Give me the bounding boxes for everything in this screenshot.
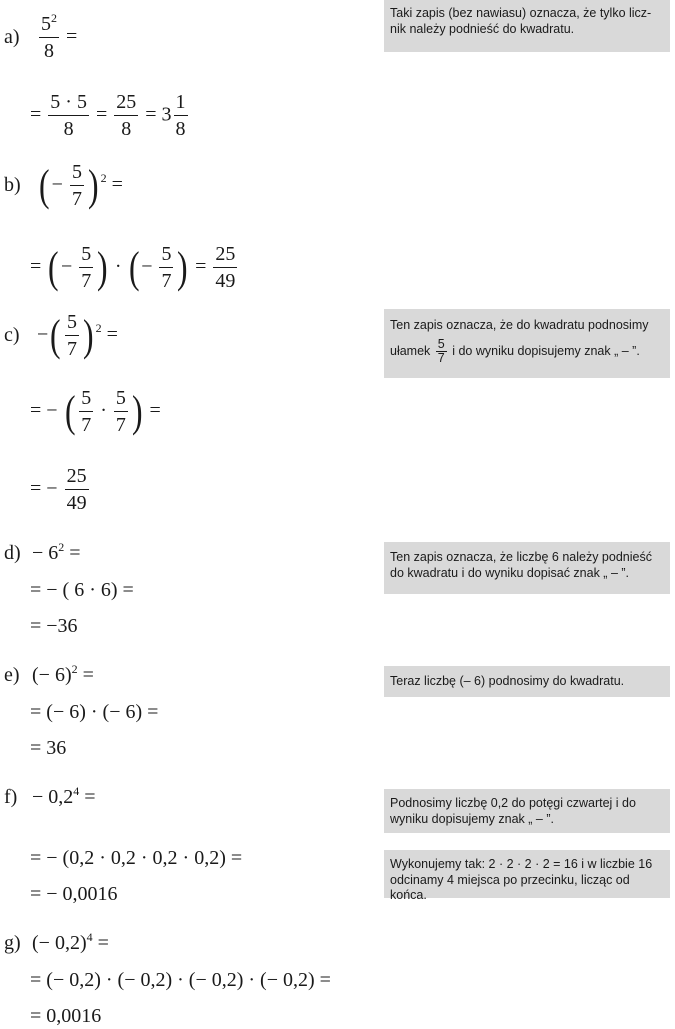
left-paren: ( xyxy=(64,387,76,436)
fraction xyxy=(65,466,89,514)
equals: = xyxy=(66,25,78,48)
exponent: 2 xyxy=(58,540,65,554)
denominator: 8 xyxy=(175,118,186,140)
problem-d-line2: = − ( 6 · 6) = xyxy=(30,579,134,601)
denominator: 7 xyxy=(115,414,126,436)
numerator: 5 · 5 xyxy=(48,92,89,116)
expression: (− 6) xyxy=(32,664,72,686)
problem-a-line2 xyxy=(30,92,190,140)
right-paren: ) xyxy=(177,243,189,292)
equals: = xyxy=(92,932,109,954)
numerator: 25 xyxy=(114,92,138,116)
equals: = xyxy=(30,255,42,278)
equals: = xyxy=(30,103,42,126)
label-e: e) xyxy=(4,664,20,686)
denominator: 7 xyxy=(71,188,82,210)
problem-g-line1 xyxy=(4,930,109,954)
denominator: 49 xyxy=(215,270,236,292)
fraction xyxy=(213,244,237,292)
left-paren: ( xyxy=(48,243,59,292)
denominator: 49 xyxy=(66,492,87,514)
fraction xyxy=(159,244,173,292)
dot: · xyxy=(100,399,107,422)
problem-f-line2: = − (0,2 · 0,2 · 0,2 · 0,2) = xyxy=(30,847,243,869)
fraction xyxy=(436,338,447,365)
problem-c-line1 xyxy=(4,312,118,360)
label-d: d) xyxy=(4,542,21,564)
denominator: 7 xyxy=(161,270,172,292)
numerator: 5 xyxy=(79,244,93,268)
denominator: 7 xyxy=(66,338,77,360)
exponent: 4 xyxy=(86,930,93,944)
note-f-explain: Wykonujemy tak: 2 · 2 · 2 · 2 = 16 i w liczbie 16 odcinamy 4 miejsca po przecinku, licząc od końca. xyxy=(384,850,670,898)
denominator: 7 xyxy=(81,414,92,436)
problem-d-line1 xyxy=(4,540,81,564)
expression: − 6 xyxy=(32,542,59,564)
exponent: 2 xyxy=(95,320,102,335)
note-f: Podnosimy liczbę 0,2 do potęgi czwartej i do wyniku dopisujemy znak „ – ”. xyxy=(384,789,670,833)
equals-mixed-whole: = 3 xyxy=(145,103,172,126)
fraction xyxy=(79,388,93,436)
fraction xyxy=(114,388,128,436)
problem-d-line3: = −36 xyxy=(30,615,78,637)
expression: (− 0,2) xyxy=(32,932,87,954)
label-c: c) xyxy=(4,323,20,346)
note-d: Ten zapis oznacza, że liczbę 6 należy podnieść do kwadratu i do wyniku dopisać znak „ – ”. xyxy=(384,542,670,594)
minus: − xyxy=(141,255,153,278)
numerator: 5 xyxy=(437,336,445,351)
problem-b-line1 xyxy=(4,162,123,210)
equals: = xyxy=(106,323,118,346)
equals: = xyxy=(195,255,207,278)
numerator: 1 xyxy=(174,92,188,116)
numerator: 25 xyxy=(65,466,89,490)
problem-e-line3: = 36 xyxy=(30,737,67,759)
minus: − xyxy=(60,255,73,278)
numerator: 5 xyxy=(79,388,93,412)
denominator: 8 xyxy=(63,118,74,140)
denominator: 8 xyxy=(121,118,132,140)
exponent: 2 xyxy=(100,170,107,185)
note-c-line2 xyxy=(390,338,664,365)
left-paren: ( xyxy=(128,243,140,292)
numerator: 5 xyxy=(159,244,173,268)
label-a: a) xyxy=(4,25,20,48)
equals: = xyxy=(111,173,123,196)
right-paren: ) xyxy=(131,387,143,436)
denominator: 8 xyxy=(44,40,54,62)
problem-c-line2 xyxy=(30,388,161,436)
right-paren: ) xyxy=(97,243,108,292)
problem-e-line2: = (− 6) · (− 6) = xyxy=(30,701,159,723)
expression: − 0,2 xyxy=(32,786,74,808)
fraction xyxy=(48,92,89,140)
note-text: ułamek xyxy=(390,343,431,358)
fraction xyxy=(65,312,79,360)
numerator: 5 xyxy=(41,13,51,35)
equals: = xyxy=(79,786,96,808)
denominator: 7 xyxy=(437,350,445,365)
equals: = xyxy=(149,399,161,422)
exponent: 2 xyxy=(51,11,57,25)
note-e: Teraz liczbę (– 6) podnosimy do kwadratu. xyxy=(384,666,670,697)
fraction xyxy=(174,92,188,140)
problem-g-line3: = 0,0016 xyxy=(30,1005,102,1027)
equals-minus: = − xyxy=(30,477,58,500)
label-b: b) xyxy=(4,173,21,196)
problem-e-line1 xyxy=(4,662,94,686)
problem-c-line3 xyxy=(30,466,91,514)
numerator: 25 xyxy=(213,244,237,268)
numerator: 5 xyxy=(114,388,128,412)
right-paren: ) xyxy=(87,161,99,210)
problem-f-line1 xyxy=(4,784,96,808)
problem-g-line2: = (− 0,2) · (− 0,2) · (− 0,2) · (− 0,2) = xyxy=(30,969,331,991)
numerator: 5 xyxy=(65,312,79,336)
fraction xyxy=(39,11,59,62)
problem-f-line3: = − 0,0016 xyxy=(30,883,118,905)
minus: − xyxy=(37,323,49,346)
fraction xyxy=(70,162,84,210)
left-paren: ( xyxy=(50,311,61,360)
denominator: 7 xyxy=(81,270,92,292)
numerator: 5 xyxy=(70,162,84,186)
right-paren: ) xyxy=(82,311,94,360)
label-f: f) xyxy=(4,786,18,808)
equals-minus: = − xyxy=(30,399,58,422)
equals: = xyxy=(95,103,108,126)
dot: · xyxy=(114,255,122,278)
left-paren: ( xyxy=(39,161,50,210)
note-c-line1: Ten zapis oznacza, że do kwadratu podnosimy xyxy=(390,318,649,332)
problem-b-line2 xyxy=(30,244,239,292)
fraction xyxy=(79,244,93,292)
equals: = xyxy=(64,542,81,564)
equals: = xyxy=(77,664,94,686)
note-text: i do wyniku dopisujemy znak „ – ”. xyxy=(452,343,640,358)
note-c xyxy=(384,309,670,378)
problem-a-line1 xyxy=(4,11,78,62)
exponent: 4 xyxy=(73,784,80,798)
label-g: g) xyxy=(4,932,21,954)
exponent: 2 xyxy=(71,662,78,676)
minus: − xyxy=(51,173,63,196)
fraction xyxy=(114,92,138,140)
note-a: Taki zapis (bez nawiasu) oznacza, że tylko licz-nik należy podnieść do kwadratu. xyxy=(384,0,670,52)
